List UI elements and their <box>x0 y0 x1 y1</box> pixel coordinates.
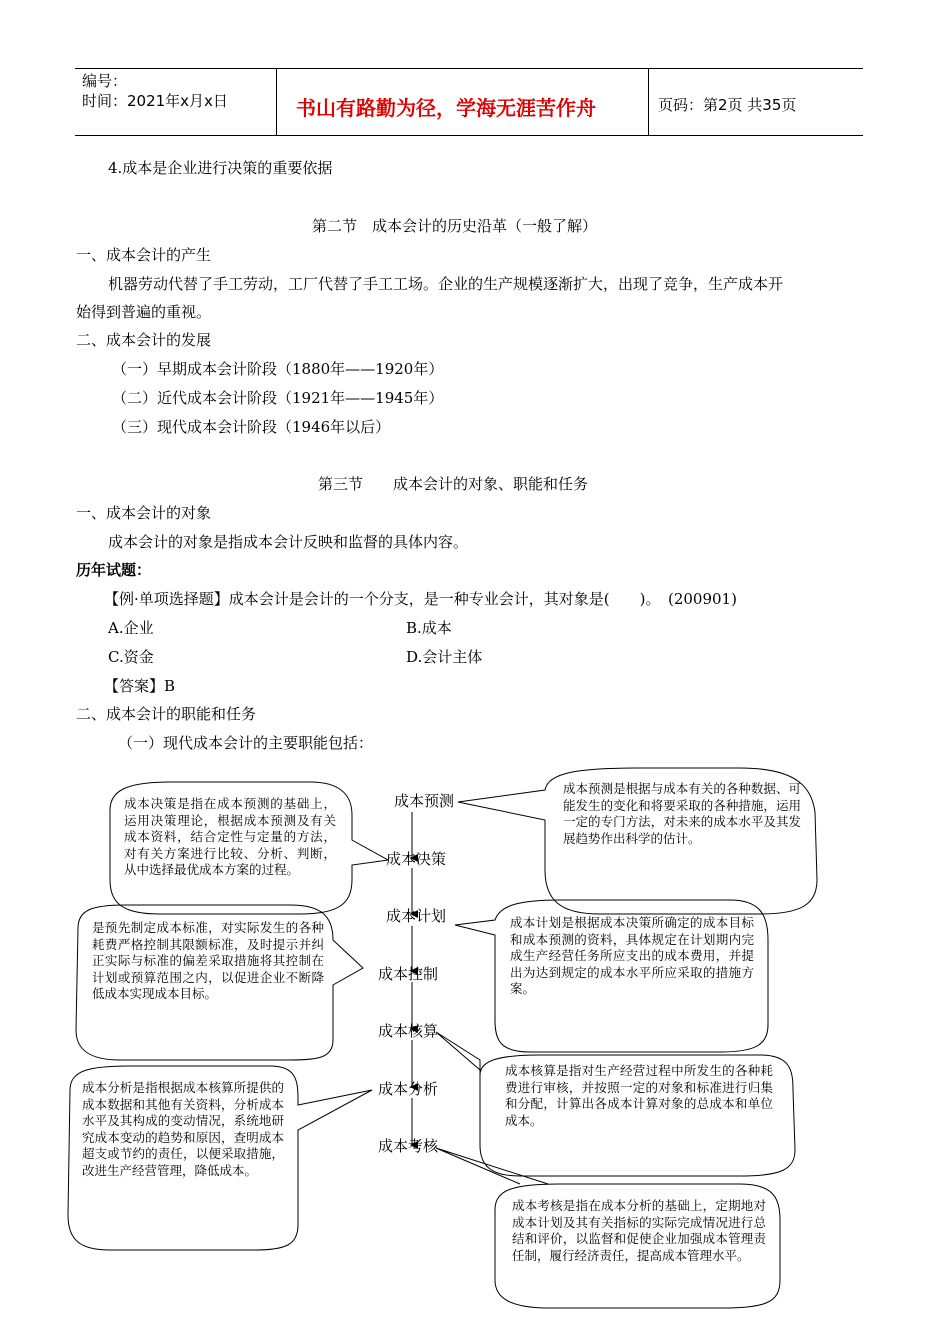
header-page-label: 页码：第2页 共35页 <box>658 96 797 114</box>
stage-item: （二）近代成本会计阶段（1921年——1945年） <box>112 389 444 407</box>
header-divider <box>276 68 277 135</box>
answer: 【答案】B <box>104 677 176 695</box>
functions-intro: （一）现代成本会计的主要职能包括： <box>118 734 374 752</box>
bubble-analysis-text: 成本分析是指根据成本核算所提供的成本数据和其他有关资料，分析成本水平及其构成的变动情况，系统地研究成本变动的趋势和原因，查明成本超支或节约的责任，以便采取措施，改进生产经营管理，降低成本。 <box>82 1080 284 1178</box>
bubble-accounting-text: 成本核算是指对生产经营过程中所发生的各种耗费进行审核，并按照一定的对象和标准进行归集和分配，计算出各成本计算对象的总成本和单位成本。 <box>505 1063 773 1128</box>
option-c: C.资金 <box>108 648 154 666</box>
stage-item: （一）早期成本会计阶段（1880年——1920年） <box>112 360 444 378</box>
bubble-plan-text: 成本计划是根据成本决策所确定的成本目标和成本预测的资料，具体规定在计划期内完成生产经营任务所应支出的成本费用，并提出为达到规定的成本水平所应采取的措施方案。 <box>510 915 754 996</box>
paragraph-line: 机器劳动代替了手工劳动，工厂代替了手工工场。企业的生产规模逐渐扩大，出现了竞争，生产成本开 <box>108 275 784 293</box>
node-cost-assessment: 成本考核 <box>378 1137 439 1155</box>
past-exams-label: 历年试题： <box>76 561 152 579</box>
section-heading: 一、成本会计的对象 <box>76 504 212 522</box>
bubble-forecast-text: 成本预测是根据与成本有关的各种数据、可能发生的变化和将要采取的各种措施，运用一定的专门方法，对未来的成本水平及其发展趋势作出科学的估计。 <box>563 781 801 846</box>
paragraph: 成本会计的对象是指成本会计反映和监督的具体内容。 <box>108 533 469 551</box>
node-cost-decision: 成本决策 <box>386 850 447 868</box>
header-divider <box>648 68 649 135</box>
header-motto: 书山有路勤为径，学海无涯苦作舟 <box>296 96 596 120</box>
section-2-title: 第二节 成本会计的历史沿革（一般了解） <box>312 217 598 235</box>
header-bottom-rule <box>75 135 863 136</box>
section-heading: 一、成本会计的产生 <box>76 246 212 264</box>
node-cost-analysis: 成本分析 <box>378 1080 439 1098</box>
option-b: B.成本 <box>406 619 452 637</box>
option-a: A.企业 <box>108 619 154 637</box>
node-cost-control: 成本控制 <box>378 965 439 983</box>
stage-item: （三）现代成本会计阶段（1946年以后） <box>112 418 391 436</box>
bubble-decision-text: 成本决策是指在成本预测的基础上，运用决策理论，根据成本预测及有关成本资料，结合定性与定量的方法，对有关方案进行比较、分析、判断，从中选择最优成本方案的过程。 <box>124 796 336 877</box>
option-d: D.会计主体 <box>406 648 483 666</box>
header-number-label: 编号： <box>82 72 128 90</box>
header-top-rule <box>75 68 863 69</box>
node-cost-accounting: 成本核算 <box>378 1022 439 1040</box>
header-time-label: 时间：2021年x月x日 <box>82 92 228 110</box>
bubble-control-text: 是预先制定成本标准，对实际发生的各种耗费严格控制其限额标准，及时提示并纠正实际与标准的偏差采取措施将其控制在计划或预算范围之内，以促进企业不断降低成本实现成本目标。 <box>92 920 324 1001</box>
question: 【例·单项选择题】成本会计是会计的一个分支，是一种专业会计，其对象是( )。 (200901) <box>104 590 737 608</box>
section-heading: 二、成本会计的发展 <box>76 331 212 349</box>
bubble-assessment-text: 成本考核是指在成本分析的基础上，定期地对成本计划及其有关指标的实际完成情况进行总结和评价，以监督和促使企业加强成本管理责任制，履行经济责任，提高成本管理水平。 <box>512 1198 766 1263</box>
node-cost-forecast: 成本预测 <box>394 792 455 810</box>
list-item-4: 4.成本是企业进行决策的重要依据 <box>108 159 333 177</box>
section-3-title: 第三节 成本会计的对象、职能和任务 <box>318 475 589 493</box>
section-heading: 二、成本会计的职能和任务 <box>76 705 257 723</box>
node-cost-plan: 成本计划 <box>386 907 447 925</box>
paragraph-line: 始得到普遍的重视。 <box>76 303 212 321</box>
